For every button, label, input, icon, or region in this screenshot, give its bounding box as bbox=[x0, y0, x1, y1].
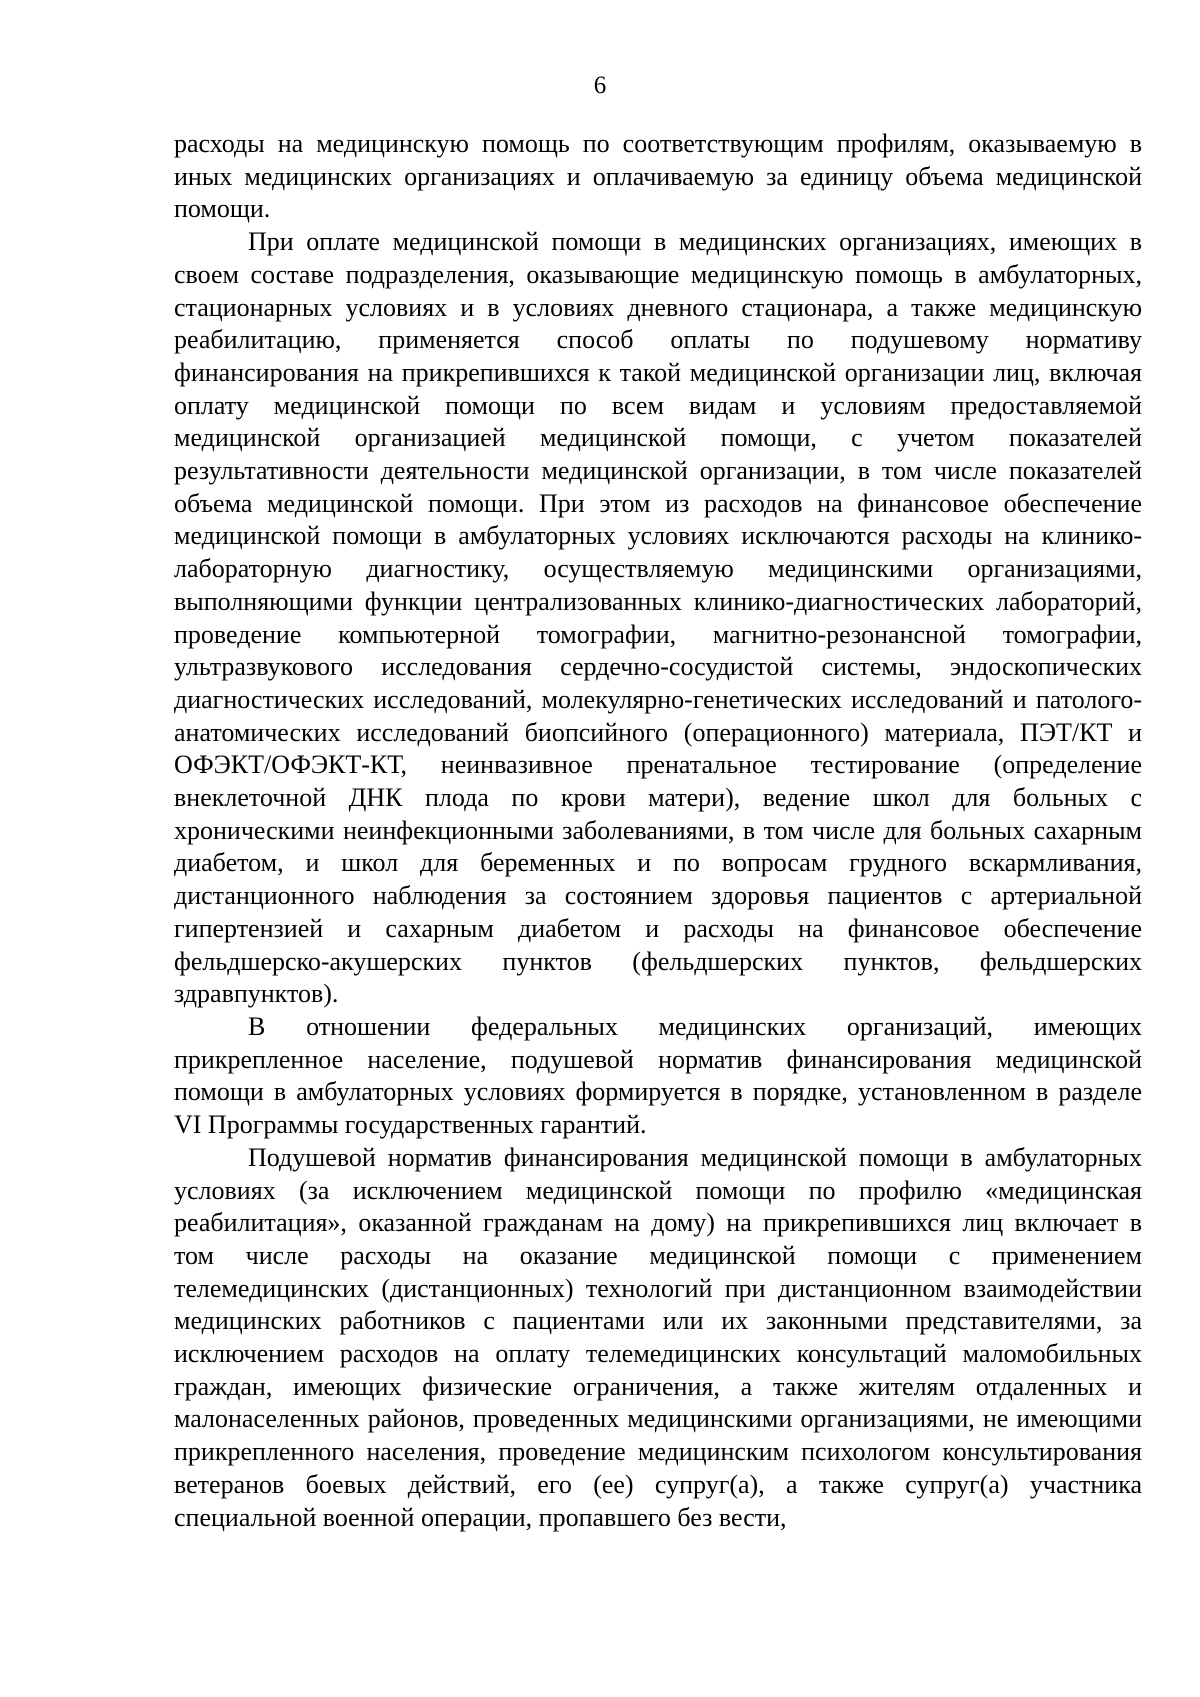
document-body bbox=[174, 128, 1142, 1534]
paragraph-1: расходы на медицинскую помощь по соответствующим профилям, оказываемую в иных медицинских организациях и оплачиваемую за единицу объема медицинской помощи. bbox=[174, 129, 1142, 224]
paragraph-3: В отношении федеральных медицинских организаций, имеющих прикрепленное население, подушевой норматив финансирования медицинской помощи в амбулаторных условиях формируется в порядке, установленном в разделе VI Программы государственных гарантий. bbox=[174, 1011, 1142, 1140]
paragraph-4: Подушевой норматив финансирования медицинской помощи в амбулаторных условиях (за исключением медицинской помощи по профилю «медицинская реабилитация», оказанной гражданам на дому) на прикрепившихся лиц включает в том числе расходы на оказание медицинской помощи с применением телемедицинских (дистанционных) технологий при дистанционном взаимодействии медицинских работников с пациентами или их законными представителями, за исключением расходов на оплату телемедицинских консультаций маломобильных граждан, имеющих физические ограничения, а также жителям отдаленных и малонаселенных районов, проведенных медицинскими организациями, не имеющими прикрепленного населения, проведение медицинским психологом консультирования ветеранов боевых действий, его (ее) супруг(а), а также супруг(а) участника специальной военной операции, пропавшего без вести, bbox=[174, 1142, 1142, 1532]
paragraph-2: При оплате медицинской помощи в медицинских организациях, имеющих в своем составе подразделения, оказывающие медицинскую помощь в амбулаторных, стационарных условиях и в условиях дневного стационара, а также медицинскую реабилитацию, применяется способ оплаты по подушевому нормативу финансирования на прикрепившихся к такой медицинской организации лиц, включая оплату медицинской помощи по всем видам и условиям предоставляемой медицинской организацией медицинской помощи, с учетом показателей результативности деятельности медицинской организации, в том числе показателей объема медицинской помощи. При этом из расходов на финансовое обеспечение медицинской помощи в амбулаторных условиях исключаются расходы на клинико-лабораторную диагностику, осуществляемую медицинскими организациями, выполняющими функции централизованных клинико-диагностических лабораторий, проведение компьютерной томографии, магнитно-резонансной томографии, ультразвукового исследования сердечно-сосудистой системы, эндоскопических диагностических исследований, молекулярно-генетических исследований и патолого-анатомических исследований биопсийного (операционного) материала, ПЭТ/КТ и ОФЭКТ/ОФЭКТ-КТ, неинвазивное пренатальное тестирование (определение внеклеточной ДНК плода по крови матери), ведение школ для больных с хроническими неинфекционными заболеваниями, в том числе для больных сахарным диабетом, и школ для беременных и по вопросам грудного вскармливания, дистанционного наблюдения за состоянием здоровья пациентов с артериальной гипертензией и сахарным диабетом и расходы на финансовое обеспечение фельдшерско-акушерских пунктов (фельдшерских пунктов, фельдшерских здравпунктов). bbox=[174, 227, 1142, 1009]
page-number: 6 bbox=[593, 72, 607, 99]
